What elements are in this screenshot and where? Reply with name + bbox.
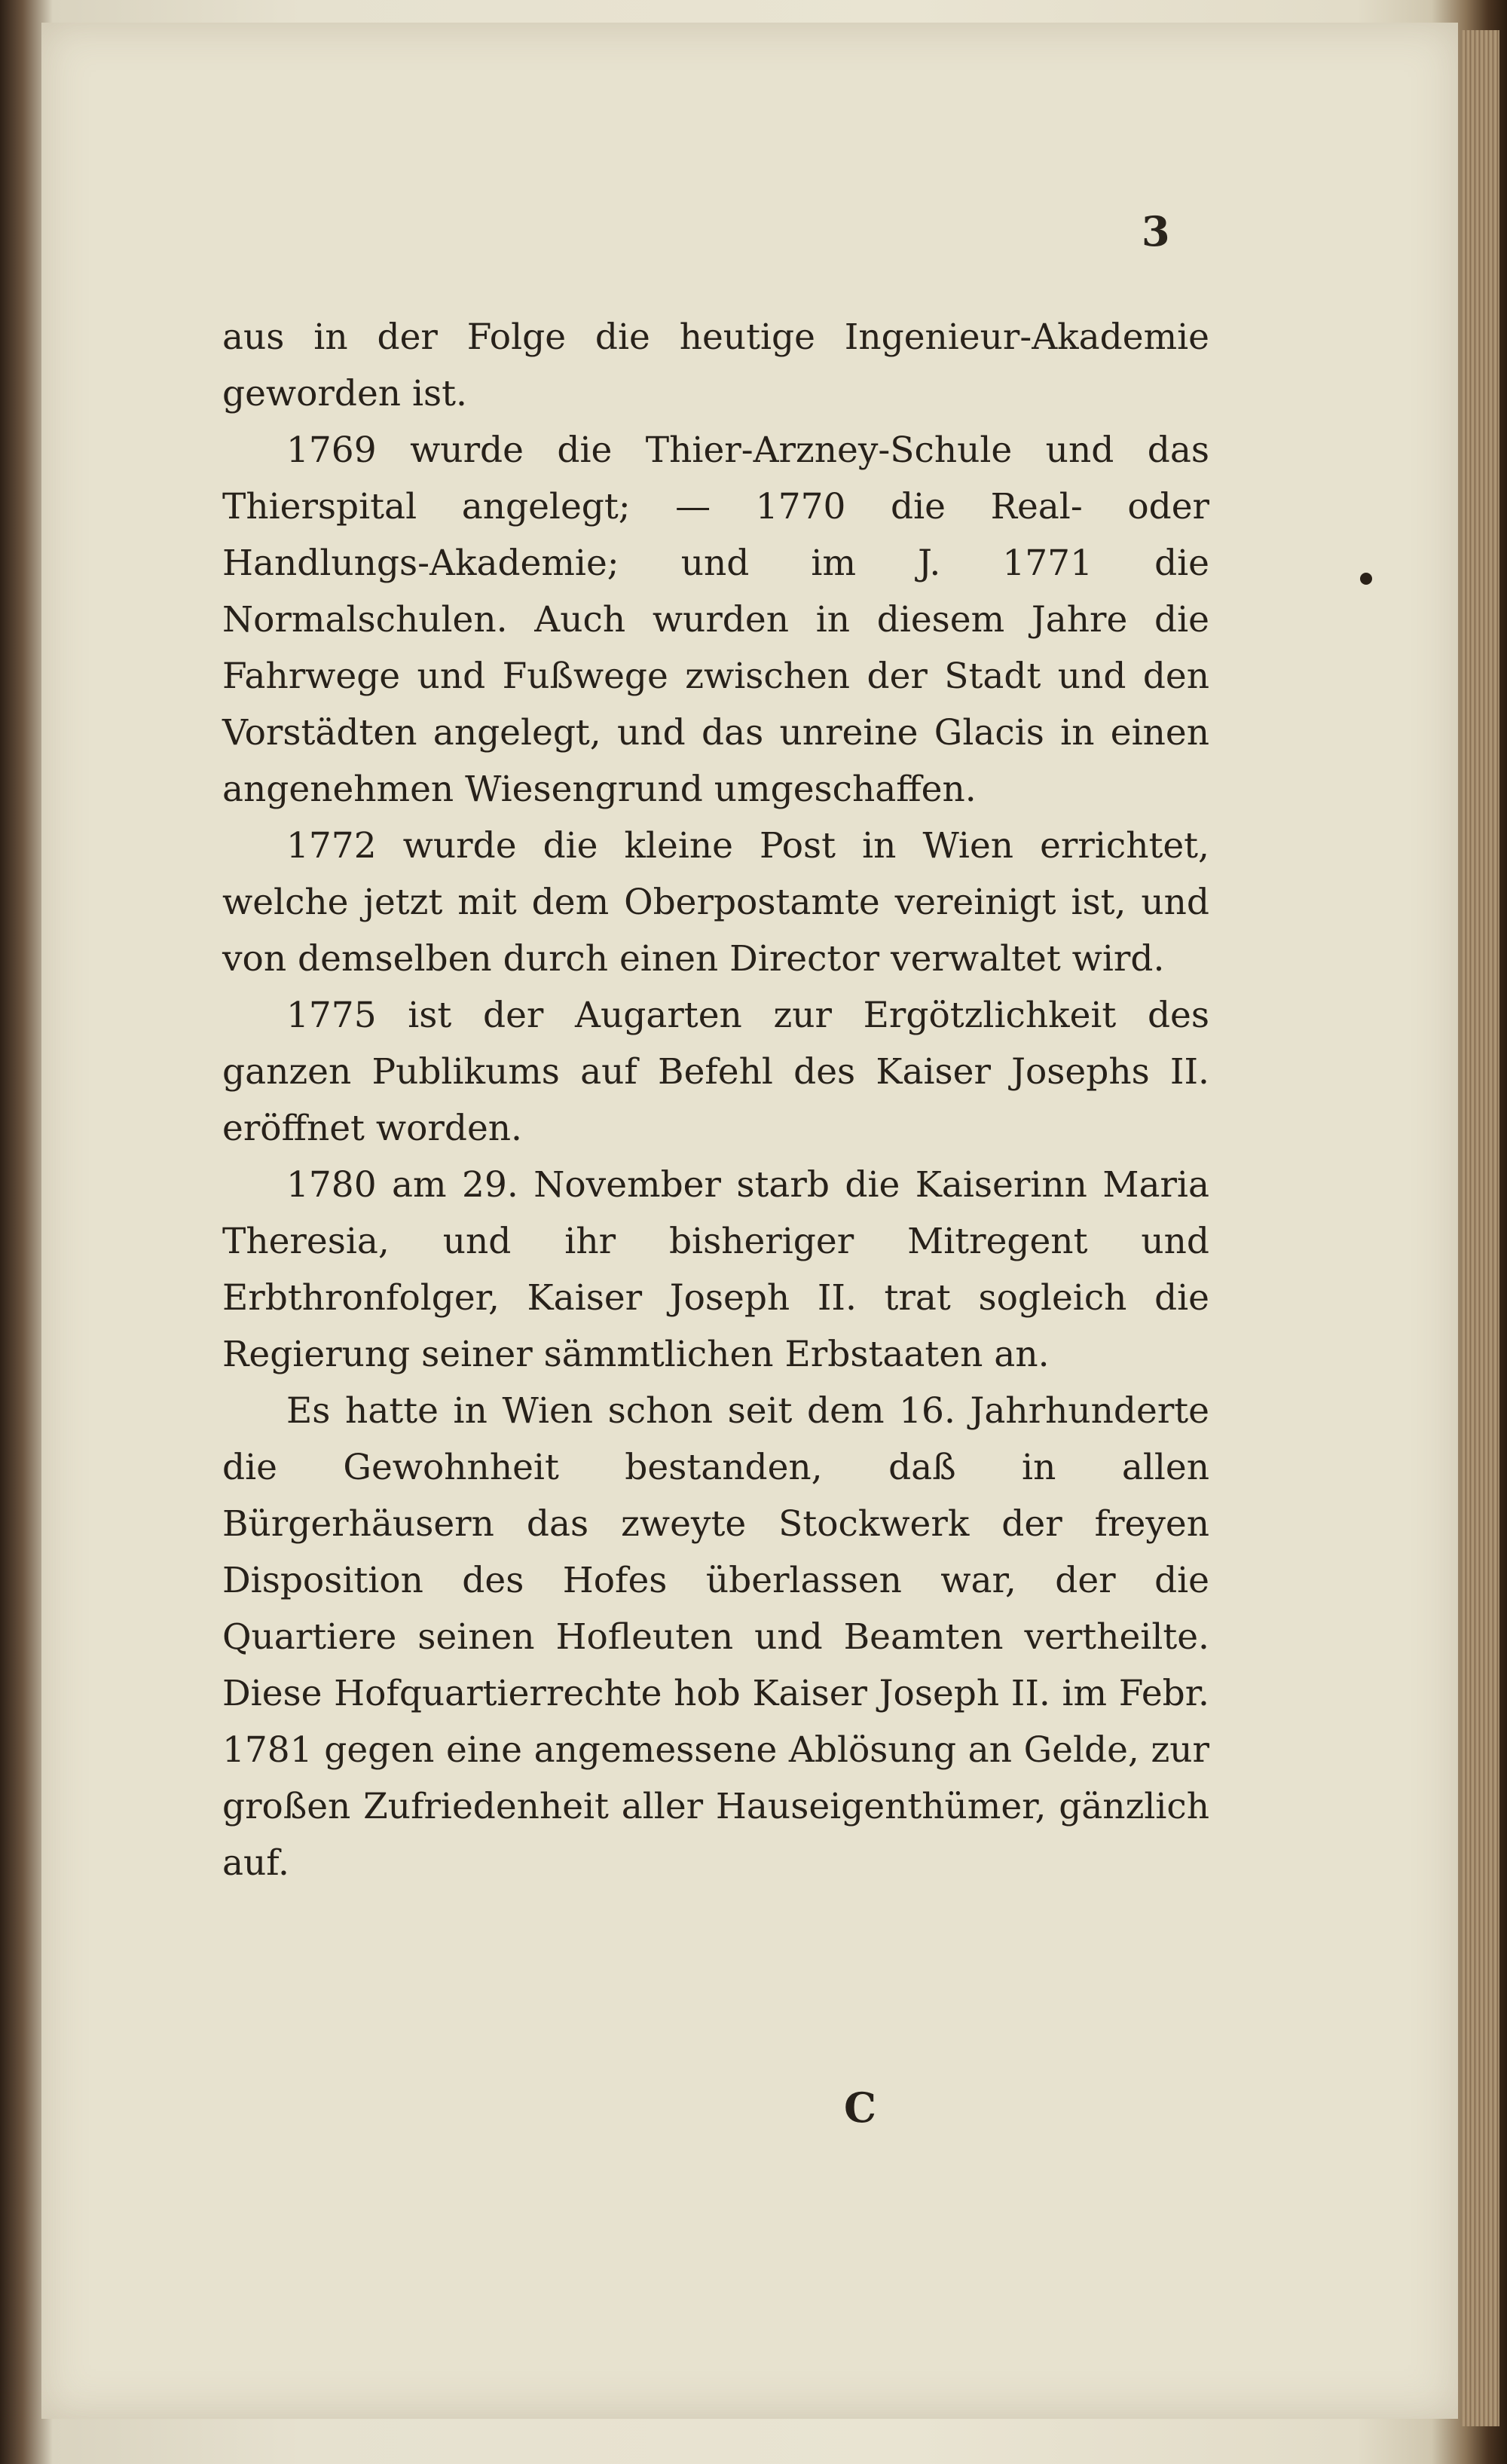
paragraph: 1775 ist der Augarten zur Ergötzlichkeit des ganzen Publikums auf Befehl des Kaiser Josephs II. eröffnet worden. (222, 995, 1209, 1149)
paragraph: Es hatte in Wien schon seit dem 16. Jahrhunderte die Gewohnheit bestanden, daß in allen Bürgerhäusern das zweyte Stockwerk der freyen Disposition des Hofes überlassen war, der die Quartiere seinen Hofleuten und Beamten vertheilte. Diese Hofquartierrechte hob Kaiser Joseph II. im Febr. 1781 gegen eine angemessene Ablösung an Gelde, zur großen Zufriedenheit aller Hauseigenthümer, gänzlich auf. (222, 1390, 1209, 1884)
ink-spot (1360, 573, 1372, 585)
page-edges (1462, 30, 1499, 2426)
catchword: C (844, 2083, 876, 2132)
paragraph: 1780 am 29. November starb die Kaiserinn Maria Theresia, und ihr bisheriger Mitregent und Erbthronfolger, Kaiser Joseph II. trat sogleich die Regierung seiner sämmtlichen Erbstaaten an. (222, 1164, 1209, 1375)
paragraph: aus in der Folge die heutige Ingenieur-Akademie geworden ist. (222, 316, 1209, 414)
body-text (222, 309, 1209, 1891)
page-number: 3 (1142, 207, 1170, 255)
paragraph: 1772 wurde die kleine Post in Wien errichtet, welche jetzt mit dem Oberpostamte vereinigt ist, und von demselben durch einen Director verwaltet wird. (222, 825, 1209, 980)
paragraph: 1769 wurde die Thier-Arzney-Schule und das Thierspital angelegt; — 1770 die Real- oder Handlungs-Akademie; und im J. 1771 die Normalschulen. Auch wurden in diesem Jahre die Fahrwege und Fußwege zwischen der Stadt und den Vorstädten angelegt, und das unreine Glacis in einen angenehmen Wiesengrund umgeschaffen. (222, 430, 1209, 810)
